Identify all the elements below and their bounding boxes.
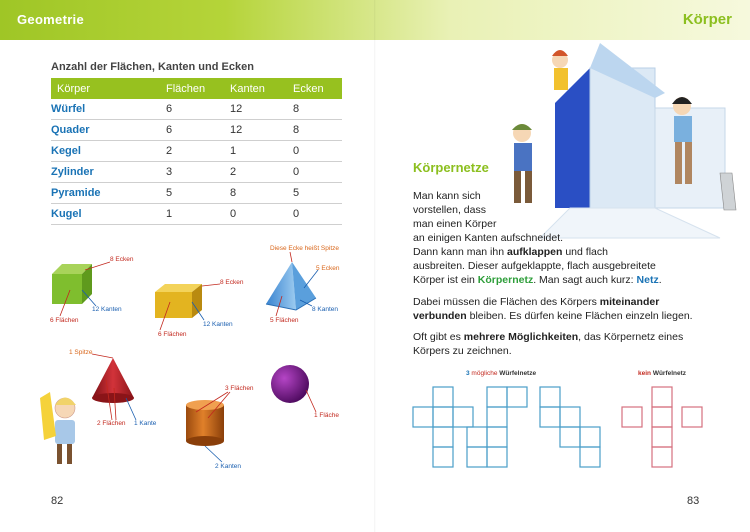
cell-name: Pyramide — [51, 183, 160, 204]
page-fold — [374, 0, 376, 532]
label-cylinder-kanten: 2 Kanten — [215, 463, 242, 470]
sphere-shape — [271, 365, 309, 403]
label-pyramid-spitze: Diese Ecke heißt Spitze — [270, 245, 340, 252]
label-pyramid-ecken: 5 Ecken — [316, 265, 340, 272]
heading-koerpernetze: Körpernetze — [413, 160, 489, 175]
col-header-koerper: Körper — [51, 78, 160, 99]
text-line: verbunden bleiben. Es dürfen keine Flächen einzeln liegen. — [413, 310, 693, 322]
label-quader-kanten: 12 Kanten — [203, 321, 233, 328]
cell-name: Quader — [51, 120, 160, 141]
cell-value: 0 — [287, 141, 342, 162]
text-line: Körpers zu zeichnen. — [413, 345, 512, 357]
table-row — [51, 204, 342, 225]
label-cube-flaechen: 6 Flächen — [50, 317, 79, 324]
cell-value: 12 — [224, 99, 287, 120]
cell-name: Kegel — [51, 141, 160, 162]
cell-value: 5 — [160, 183, 224, 204]
term-aufklappen: aufklappen — [506, 246, 563, 258]
cell-value: 8 — [287, 99, 342, 120]
quader-shape — [155, 284, 202, 318]
table-row — [51, 99, 342, 120]
text-line: vorstellen, dass — [413, 204, 486, 216]
term-koerpernetz: Körpernetz — [477, 274, 534, 286]
cell-value: 1 — [224, 141, 287, 162]
table-row — [51, 141, 342, 162]
cell-value: 1 — [160, 204, 224, 225]
text-line: Dann kann man ihn aufklappen und flach — [413, 246, 608, 258]
table-title: Anzahl der Flächen, Kanten und Ecken — [51, 61, 254, 73]
label-pyramid-kanten: 8 Kanten — [312, 306, 339, 313]
col-header-kanten: Kanten — [224, 78, 287, 99]
cell-value: 0 — [287, 162, 342, 183]
cell-value: 12 — [224, 120, 287, 141]
table-row — [51, 162, 342, 183]
text-line: ausbreiten. Dieser aufgeklappte, flach ausgebreitete — [413, 260, 656, 272]
label-quader-ecken: 8 Ecken — [220, 279, 244, 286]
text-line: Oft gibt es mehrere Möglichkeiten, das Körpernetz eines — [413, 331, 684, 343]
label-cube-ecken: 8 Ecken — [110, 256, 134, 263]
text-line: Körper ist ein Körpernetz. Man sagt auch kurz: Netz. — [413, 274, 662, 286]
cube-nets-figure — [400, 380, 730, 475]
cell-value: 8 — [287, 120, 342, 141]
shapes-illustration — [0, 240, 374, 490]
paragraph-1 — [413, 189, 662, 287]
cell-name: Würfel — [51, 99, 160, 120]
col-header-flaechen: Flächen — [160, 78, 224, 99]
col-header-ecken: Ecken — [287, 78, 342, 99]
cell-value: 2 — [224, 162, 287, 183]
text-line: Dabei müssen die Flächen des Körpers miteinander — [413, 296, 660, 308]
chapter-title: Geometrie — [17, 12, 85, 27]
page-number-left: 82 — [51, 495, 64, 507]
section-title: Körper — [682, 11, 732, 28]
label-cone-spitze: 1 Spitze — [69, 349, 93, 356]
cell-value: 0 — [224, 204, 287, 225]
cell-value: 8 — [224, 183, 287, 204]
cell-value: 0 — [287, 204, 342, 225]
label-pyramid-flaechen: 5 Flächen — [270, 317, 299, 324]
label-sphere-flaeche: 1 Fläche — [314, 412, 339, 419]
table-header-row — [51, 78, 342, 99]
text-line: man einen Körper — [413, 218, 497, 230]
term-netz: Netz — [636, 274, 659, 286]
label-cylinder-flaechen: 3 Flächen — [225, 385, 254, 392]
label-no-cube-net: kein Würfelnetz — [638, 370, 687, 377]
label-cube-nets: 3 mögliche Würfelnetze — [466, 370, 537, 377]
cell-name: Kugel — [51, 204, 160, 225]
text-line: Man kann sich — [413, 190, 481, 202]
paragraph-3 — [413, 330, 683, 358]
cylinder-shape — [186, 400, 224, 446]
page-number-right: 83 — [687, 495, 700, 507]
label-cube-kanten: 12 Kanten — [92, 306, 122, 313]
cell-value: 6 — [160, 120, 224, 141]
cell-value: 6 — [160, 99, 224, 120]
table-row — [51, 183, 342, 204]
cone-shape — [92, 358, 134, 403]
label-quader-flaechen: 6 Flächen — [158, 331, 187, 338]
table-row — [51, 120, 342, 141]
child-illustration — [40, 392, 76, 464]
label-cone-flaechen: 2 Flächen — [97, 420, 126, 427]
label-cone-kante: 1 Kante — [134, 420, 157, 427]
cell-value: 3 — [160, 162, 224, 183]
properties-table — [51, 78, 342, 225]
text-line: an einigen Kanten aufschneidet. — [413, 232, 564, 244]
cell-name: Zylinder — [51, 162, 160, 183]
cell-value: 2 — [160, 141, 224, 162]
pyramid-shape — [266, 262, 316, 310]
cell-value: 5 — [287, 183, 342, 204]
paragraph-2 — [413, 295, 693, 323]
